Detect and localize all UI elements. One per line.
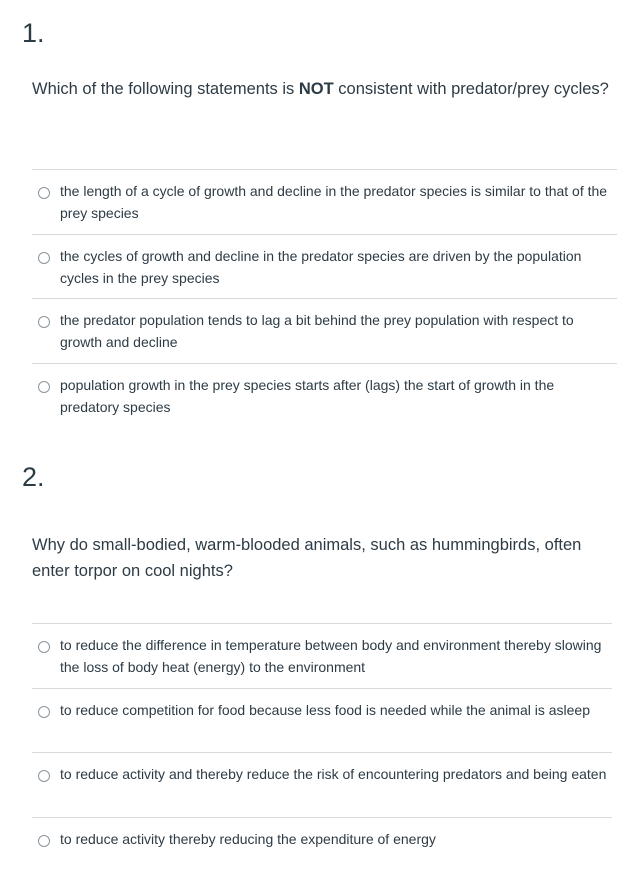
radio-button[interactable] — [38, 187, 50, 199]
answer-label: to reduce competition for food because less food is needed while the animal is asleep — [60, 701, 590, 718]
answer-label: to reduce the difference in temperature between body and environment thereby slowing the loss of body heat (energy) to the environment — [60, 637, 602, 675]
answer-label: to reduce activity and thereby reduce the risk of encountering predators and being eaten — [60, 766, 607, 782]
answer-option[interactable] — [32, 298, 617, 363]
question-text: Why do small-bodied, warm-blooded animals, such as hummingbirds, often enter torpor on cool nights? — [32, 536, 582, 580]
radio-button[interactable] — [38, 835, 50, 847]
answer-list — [32, 623, 612, 861]
radio-button[interactable] — [38, 706, 50, 718]
answer-label: to reduce activity thereby reducing the expenditure of energy — [60, 830, 436, 847]
radio-button[interactable] — [38, 316, 50, 328]
answer-label: the cycles of growth and decline in the predator species are driven by the population cycles in the prey species — [60, 247, 582, 286]
answer-option[interactable] — [32, 169, 617, 234]
question-text — [32, 76, 612, 102]
answer-label: the predator population tends to lag a bit behind the prey population with respect to growth and decline — [60, 312, 574, 350]
answer-option[interactable] — [32, 234, 617, 299]
radio-button[interactable] — [38, 252, 50, 264]
question-number: 1. — [22, 18, 45, 48]
answer-option[interactable] — [32, 752, 612, 817]
answer-label: the length of a cycle of growth and decline in the predator species is similar to that of the prey species — [60, 183, 608, 221]
answer-label: population growth in the prey species starts after (lags) the start of growth in the predatory species — [60, 376, 555, 415]
question-text-emphasis: NOT — [298, 80, 334, 98]
answer-option[interactable] — [32, 623, 612, 688]
radio-button[interactable] — [38, 770, 50, 782]
question-number: 2. — [22, 462, 45, 492]
question-text-end: consistent with predator/prey cycles? — [333, 80, 609, 98]
answer-option[interactable] — [32, 817, 612, 861]
answer-option[interactable] — [32, 363, 617, 428]
question-text-start: Which of the following statements is — [32, 80, 299, 98]
radio-button[interactable] — [38, 641, 50, 653]
radio-button[interactable] — [38, 381, 50, 393]
answer-option[interactable] — [32, 688, 612, 753]
answer-list — [32, 169, 617, 427]
